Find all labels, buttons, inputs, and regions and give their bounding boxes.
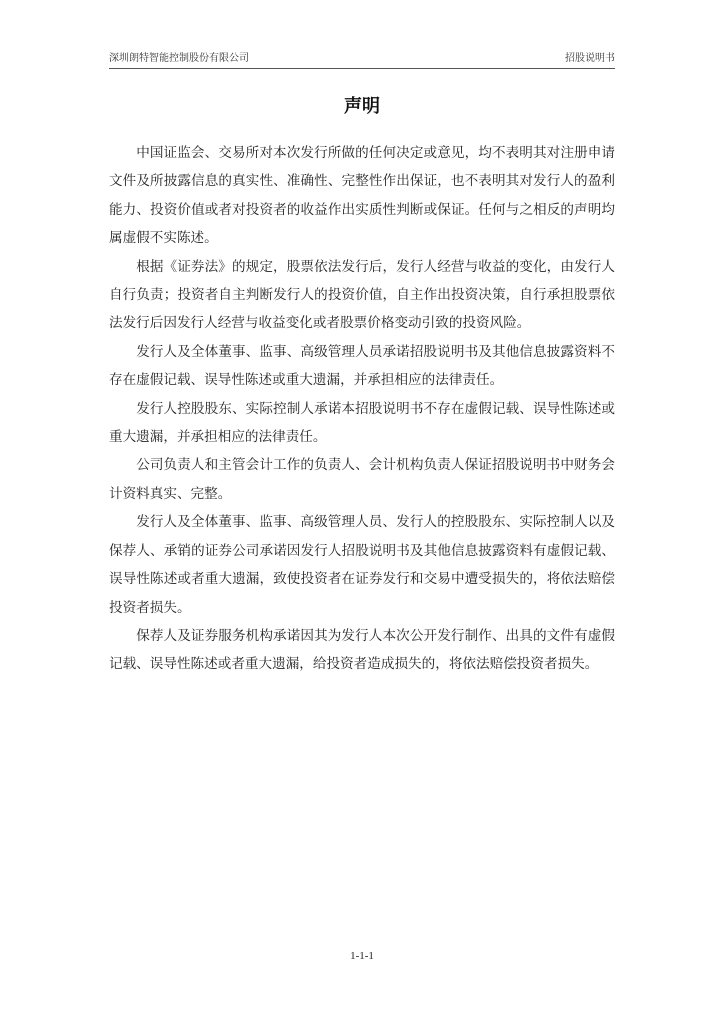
paragraph: 中国证监会、交易所对本次发行所做的任何决定或意见，均不表明其对注册申请文件及所披露信息的真实性、准确性、完整性作出保证，也不表明其对发行人的盈利能力、投资价值或者对投资者的收益作出实质性判断或保证。任何与之相反的声明均属虚假不实陈述。	[109, 145, 615, 247]
header-company-name: 深圳朗特智能控制股份有限公司	[109, 53, 249, 64]
page-number: 1-1-1	[350, 950, 374, 962]
paragraph: 公司负责人和主管会计工作的负责人、会计机构负责人保证招股说明书中财务会计资料真实、完整。	[109, 457, 615, 502]
page-title: 声明	[344, 96, 380, 117]
statement-body	[109, 139, 615, 679]
header-document-name: 招股说明书	[565, 53, 615, 64]
paragraph: 发行人及全体董事、监事、高级管理人员承诺招股说明书及其他信息披露资料不存在虚假记载、误导性陈述或重大遗漏，并承担相应的法律责任。	[109, 343, 615, 389]
paragraph: 发行人及全体董事、监事、高级管理人员、发行人的控股股东、实际控制人以及保荐人、承销的证券公司承诺因发行人招股说明书及其他信息披露资料有虚假记载、误导性陈述或者重大遗漏，致使投资者在证券发行和交易中遭受损失的，将依法赔偿投资者损失。	[109, 514, 615, 616]
paragraph: 发行人控股股东、实际控制人承诺本招股说明书不存在虚假记载、误导性陈述或重大遗漏，并承担相应的法律责任。	[109, 400, 615, 446]
paragraph: 保荐人及证券服务机构承诺因其为发行人本次公开发行制作、出具的文件有虚假记载、误导性陈述或者重大遗漏，给投资者造成损失的，将依法赔偿投资者损失。	[109, 627, 615, 673]
running-header	[109, 52, 615, 66]
header-divider	[109, 68, 615, 69]
paragraph: 根据《证券法》的规定，股票依法发行后，发行人经营与收益的变化，由发行人自行负责；投资者自主判断发行人的投资价值，自主作出投资决策，自行承担股票依法发行后因发行人经营与收益变化或者股票价格变动引致的投资风险。	[109, 258, 615, 332]
